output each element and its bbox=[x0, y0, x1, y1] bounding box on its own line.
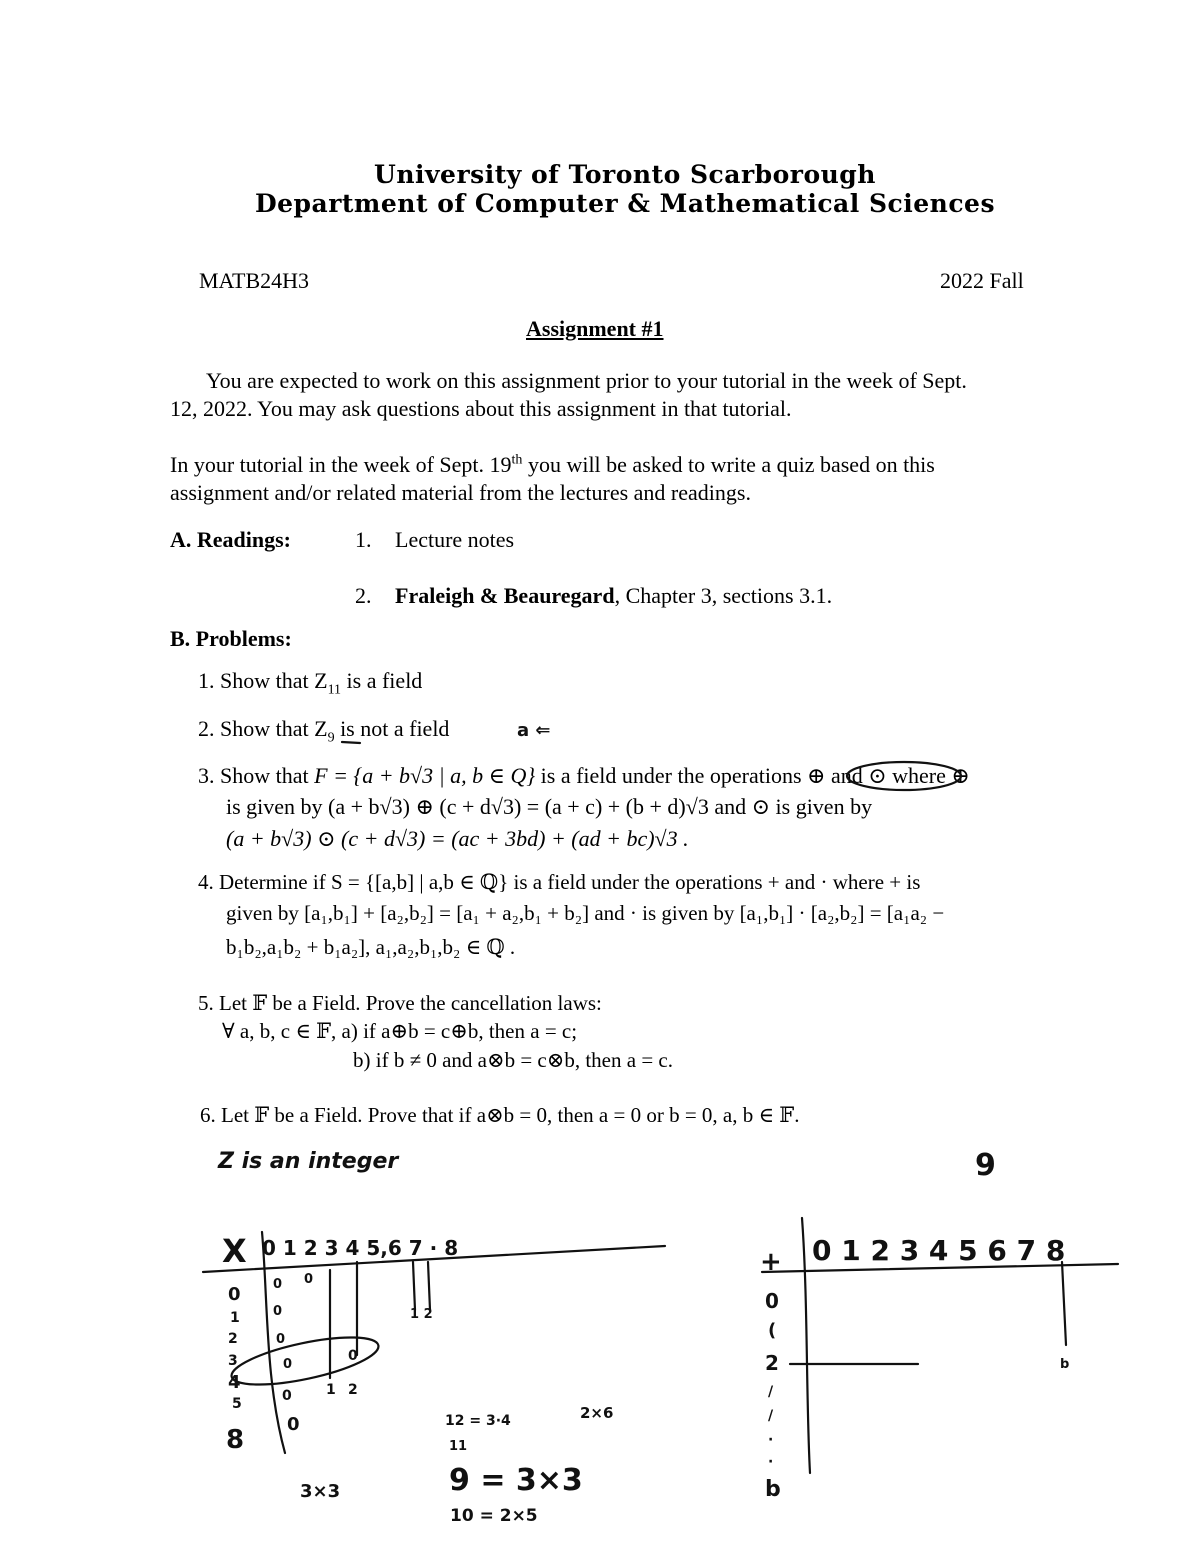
svg-text:·: · bbox=[768, 1432, 774, 1448]
problems-heading: B. Problems: bbox=[170, 626, 292, 651]
svg-text:b: b bbox=[765, 1477, 781, 1502]
problem-6: 6. Let 𝔽 be a Field. Prove that if a⊗b = 0, then a = 0 or b = 0, a, b ∈ 𝔽. bbox=[200, 1103, 800, 1127]
svg-text:0: 0 bbox=[283, 1357, 293, 1372]
svg-text:0: 0 bbox=[276, 1332, 286, 1347]
note-z-integer: Z is an integer bbox=[218, 1149, 399, 1174]
operations-circle bbox=[847, 762, 961, 790]
svg-text:0: 0 bbox=[304, 1272, 314, 1287]
svg-text:1 2: 1 2 bbox=[410, 1307, 433, 1322]
svg-text:/: / bbox=[768, 1408, 774, 1424]
problem-4-line-3: b₁b₂,a₁b₂ + b₁a₂], a₁,a₂,b₁,b₂ ∈ ℚ . bbox=[226, 935, 516, 959]
svg-text:4: 4 bbox=[228, 1372, 241, 1393]
intro-line-4: assignment and/or related material from the lectures and readings. bbox=[170, 480, 751, 505]
right-table-plus: + bbox=[760, 1247, 782, 1277]
problem-4-line-1: 4. Determine if S = {[a,b] | a,b ∈ ℚ} is a field under the operations + and · where + is bbox=[198, 870, 921, 894]
note-9-eq: 9 = 3×3 bbox=[449, 1463, 583, 1498]
problem-5-line-2: ∀ a, b, c ∈ 𝔽, a) if a⊕b = c⊕b, then a = c; bbox=[222, 1019, 578, 1043]
intro-line-1: You are expected to work on this assignment prior to your tutorial in the week of Sept. bbox=[206, 368, 967, 393]
problem-5-line-1: 5. Let 𝔽 be a Field. Prove the cancellation laws: bbox=[198, 991, 602, 1015]
left-col-6-line bbox=[428, 1262, 430, 1310]
svg-text:2: 2 bbox=[765, 1351, 779, 1375]
svg-text:2: 2 bbox=[348, 1382, 358, 1398]
department-title: Department of Computer & Mathematical Sciences bbox=[254, 189, 996, 218]
svg-text:b: b bbox=[1060, 1357, 1070, 1372]
right-col-8-line bbox=[1062, 1262, 1066, 1345]
note-12: 12 = 3·4 bbox=[445, 1413, 511, 1429]
problem-3-line-1: 3. Show that F = {a + b√3 | a, b ∈ Q} is a field under the operations ⊕ and ⊙ where ⊕ bbox=[198, 763, 970, 788]
svg-text:0: 0 bbox=[282, 1388, 292, 1404]
note-2x6: 2×6 bbox=[580, 1404, 614, 1422]
problem-4-line-2: given by [a₁,b₁] + [a₂,b₂] = [a₁ + a₂,b₁ + b₂] and · is given by [a₁,b₁] · [a₂,b₂] = [a₁a₂ − bbox=[226, 901, 945, 925]
svg-text:0: 0 bbox=[273, 1304, 283, 1319]
note-3x3: 3×3 bbox=[300, 1481, 341, 1502]
svg-text:2: 2 bbox=[228, 1331, 238, 1347]
readings-heading: A. Readings: bbox=[170, 527, 292, 552]
svg-text:(: ( bbox=[768, 1320, 777, 1341]
svg-text:·: · bbox=[768, 1454, 774, 1470]
svg-text:/: / bbox=[768, 1384, 774, 1400]
problem-3-line-2: is given by (a + b√3) ⊕ (c + d√3) = (a + c) + (b + d)√3 and ⊙ is given by bbox=[226, 794, 873, 819]
assignment-title: Assignment #1 bbox=[526, 316, 664, 341]
right-table-vline bbox=[802, 1218, 810, 1473]
note-nine-top: 9 bbox=[975, 1148, 996, 1183]
left-table-cols: 0 1 2 3 4 5,6 7 · 8 bbox=[262, 1236, 459, 1260]
intro-line-2: 12, 2022. You may ask questions about this assignment in that tutorial. bbox=[170, 396, 792, 421]
problem-1: 1. Show that $Z_{11}$ is a field bbox=[198, 668, 423, 698]
svg-text:1: 1 bbox=[326, 1382, 336, 1398]
right-table-cols: 0 1 2 3 4 5 6 7 8 bbox=[812, 1234, 1066, 1267]
course-code: MATB24H3 bbox=[199, 268, 310, 293]
svg-text:3: 3 bbox=[228, 1353, 238, 1369]
left-table-oval bbox=[228, 1328, 382, 1394]
reading-1-number: 1. bbox=[355, 527, 372, 552]
intro-line-3: In your tutorial in the week of Sept. 19th you will be asked to write a quiz based on this bbox=[170, 452, 935, 477]
note-11: 11 bbox=[449, 1439, 468, 1454]
left-col-5-line bbox=[413, 1262, 415, 1310]
svg-text:0: 0 bbox=[765, 1289, 779, 1313]
problem-5-line-3: b) if b ≠ 0 and a⊗b = c⊗b, then a = c. bbox=[353, 1048, 673, 1072]
university-title: University of Toronto Scarborough bbox=[374, 160, 876, 189]
reading-1: Lecture notes bbox=[395, 527, 515, 552]
svg-text:1: 1 bbox=[230, 1310, 240, 1326]
z9-underline bbox=[342, 742, 360, 743]
term: 2022 Fall bbox=[940, 268, 1024, 293]
svg-text:8: 8 bbox=[226, 1425, 245, 1455]
svg-text:0: 0 bbox=[287, 1414, 300, 1435]
svg-text:0: 0 bbox=[348, 1348, 358, 1364]
note-10-eq: 10 = 2×5 bbox=[450, 1506, 538, 1526]
svg-text:5: 5 bbox=[232, 1396, 242, 1412]
reading-2-number: 2. bbox=[355, 583, 372, 608]
svg-text:0: 0 bbox=[273, 1277, 283, 1292]
svg-text:0: 0 bbox=[228, 1284, 241, 1305]
note-a-arrow: a ⇐ bbox=[517, 720, 551, 741]
reading-2: Fraleigh & Beauregard, Chapter 3, sections 3.1. bbox=[395, 583, 833, 608]
left-table-x: X bbox=[222, 1232, 247, 1270]
problem-3-line-3: (a + b√3) ⊙ (c + d√3) = (ac + 3bd) + (ad + bc)√3 . bbox=[226, 826, 689, 851]
problem-2: 2. Show that $Z_9$ is not a field bbox=[198, 716, 450, 746]
